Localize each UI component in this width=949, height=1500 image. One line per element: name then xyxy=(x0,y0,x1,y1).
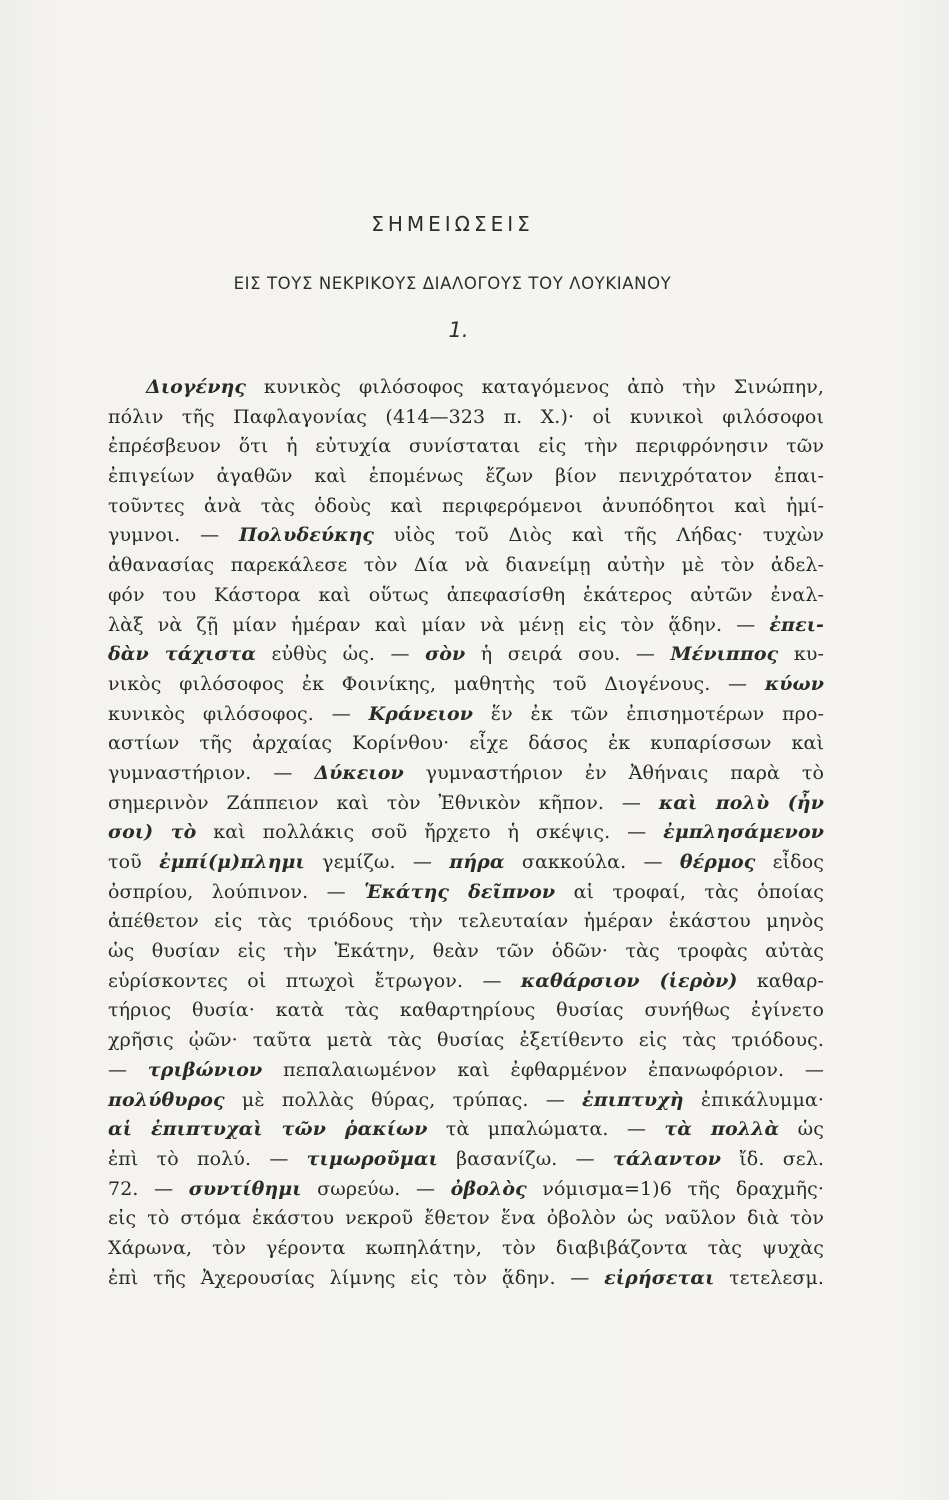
lemma-term: καθάρσιον (ἱερὸν) xyxy=(520,969,738,992)
gloss-text: νόμισμα=1)6 τῆς δραχμῆς· xyxy=(526,1177,825,1200)
gloss-text: ὡς θυσίαν εἰς τὴν Ἑκάτην, θεὰν τῶν ὁδῶν· τὰς τροφὰς αὐτὰς xyxy=(108,940,824,963)
text-line xyxy=(108,937,824,967)
text-line xyxy=(108,432,824,462)
gloss-text: καθαρ- xyxy=(737,969,824,992)
text-line xyxy=(108,848,824,878)
lemma-term: κύων xyxy=(764,672,824,695)
lemma-term: Δύκειον xyxy=(314,761,404,784)
gloss-text: γυμνοι. — xyxy=(108,524,239,547)
gloss-text: αστίων τῆς ἀρχαίας Κορίνθου· εἶχε δάσος ἐκ κυπαρίσσων καὶ xyxy=(108,732,824,755)
text-line xyxy=(108,907,824,937)
lemma-term: ἐπει- xyxy=(769,613,824,636)
text-line xyxy=(108,1115,824,1145)
gloss-text: γυμναστήριον. — xyxy=(108,761,315,784)
gloss-text: τήριος θυσία· κατὰ τὰς καθαρτηρίους θυσίας συνήθως ἐγίνετο xyxy=(108,999,824,1022)
lemma-term: τιμωροῦμαι xyxy=(306,1147,438,1170)
text-line xyxy=(108,700,824,730)
text-line xyxy=(108,729,824,759)
lemma-term: θέρμος xyxy=(679,851,756,873)
gloss-text: ὀσπρίου, λούπινον. — xyxy=(108,880,365,903)
gloss-text: — xyxy=(108,1058,148,1081)
lemma-term: Μένιππος xyxy=(670,643,779,666)
gloss-text: ὡς xyxy=(779,1118,824,1141)
text-line xyxy=(108,1175,824,1205)
lemma-term: Πολυδεύκης xyxy=(238,524,375,547)
gloss-text: τοῦ xyxy=(108,851,160,873)
gloss-text: καὶ πολλάκις σοῦ ἤρχετο ἡ σκέψις. — xyxy=(196,821,664,844)
gloss-text: λὰξ νὰ ζῇ μίαν ἡμέραν καὶ μίαν νὰ μένῃ εἰς τὸν ᾅδην. — xyxy=(108,613,770,636)
text-line xyxy=(108,1204,824,1234)
text-line xyxy=(108,640,824,670)
gloss-text: ἡ σειρά σου. — xyxy=(465,643,671,666)
notes-body xyxy=(108,373,824,1293)
gloss-text: πόλιν τῆς Παφλαγονίας (414—323 π. Χ.)· οἱ κυνικοὶ φιλόσοφοι xyxy=(108,405,824,428)
text-line xyxy=(108,373,824,403)
text-line xyxy=(108,521,824,551)
gloss-text: βασανίζω. — xyxy=(437,1147,614,1170)
gloss-text: τοῦντες ἀνὰ τὰς ὁδοὺς καὶ περιφερόμενοι ἀνυπόδητοι καὶ ἡμί- xyxy=(108,494,824,517)
text-line xyxy=(108,996,824,1026)
text-line xyxy=(108,403,824,433)
text-line xyxy=(108,670,824,700)
lemma-term: σοι) τὸ xyxy=(108,821,197,844)
gloss-text: γυμναστήριον ἐν Ἀθήναις παρὰ τὸ xyxy=(403,761,824,784)
lemma-term: καὶ πολὺ (ἦν xyxy=(658,791,824,814)
gloss-text: ἐπὶ τῆς Ἀχερουσίας λίμνης εἰς τὸν ᾅδην. — xyxy=(108,1266,605,1289)
lemma-term: Διογένης xyxy=(146,376,247,398)
gloss-text: ἴδ. σελ. xyxy=(721,1147,824,1170)
gloss-text: πεπαλαιωμένον καὶ ἐφθαρμένον ἐπανωφόριον. — xyxy=(262,1058,824,1081)
lemma-term: ἐμπλησάμενον xyxy=(663,821,824,844)
gloss-text: ἐπιγείων ἀγαθῶν καὶ ἑπομένως ἔζων βίον πενιχρότατον ἐπαι- xyxy=(108,465,824,488)
lemma-term: Ἑκάτης δεῖπνον xyxy=(364,880,556,903)
text-line xyxy=(108,878,824,908)
lemma-term: συντίθημι xyxy=(188,1177,302,1200)
gloss-text: κυνικὸς φιλόσοφος. — xyxy=(108,702,369,725)
gloss-text: φόν του Κάστορα καὶ οὕτως ἀπεφασίσθη ἑκάτερος αὐτῶν ἐναλ- xyxy=(108,583,824,606)
gloss-text: χρῆσις ᾠῶν· ταῦτα μετὰ τὰς θυσίας ἐξετίθεντο εἰς τὰς τριόδους. xyxy=(108,1029,824,1052)
lemma-term: ἐμπί(μ)πλημι xyxy=(159,851,305,873)
gloss-text: κυ- xyxy=(778,643,824,666)
lemma-term: πολύθυρος xyxy=(108,1088,225,1111)
gloss-text: μὲ πολλὰς θύρας, τρύπας. — xyxy=(224,1088,583,1111)
lemma-term: εἰρήσεται xyxy=(604,1266,715,1289)
text-line xyxy=(108,967,824,997)
text-line xyxy=(108,462,824,492)
gloss-text: σακκούλα. — xyxy=(504,851,680,873)
gloss-text: τὰ μπαλώματα. — xyxy=(427,1118,665,1141)
text-line xyxy=(108,1264,824,1294)
gloss-text: ἐπρέσβευον ὅτι ἡ εὐτυχία συνίσταται εἰς τὴν περιφρόνησιν τῶν xyxy=(108,435,824,458)
text-line xyxy=(108,581,824,611)
text-line xyxy=(108,1086,824,1116)
gloss-text: ἀπέθετον εἰς τὰς τριόδους τὴν τελευταίαν ἡμέραν ἑκάστου μηνὸς xyxy=(108,910,824,933)
text-line xyxy=(108,1145,824,1175)
gloss-text: σημερινὸν Ζάππειον καὶ τὸν Ἐθνικὸν κῆπον. — xyxy=(108,791,659,814)
gloss-text: αἱ τροφαί, τὰς ὁποίας xyxy=(555,880,825,903)
text-line xyxy=(108,1026,824,1056)
gloss-text: εὐθὺς ὡς. — xyxy=(256,643,426,666)
gloss-text: ἐπὶ τὸ πολύ. — xyxy=(108,1147,307,1170)
lemma-term: τριβώνιον xyxy=(147,1058,263,1081)
page-title: ΣΗΜΕΙΩΣΕΙΣ xyxy=(371,212,534,236)
gloss-text: σωρεύω. — xyxy=(301,1177,451,1200)
gloss-text: εἶδος xyxy=(755,851,824,873)
lemma-term: ἐπιπτυχὴ xyxy=(582,1088,684,1111)
gloss-text: 72. — xyxy=(108,1177,189,1200)
gloss-text: ἕν ἐκ τῶν ἐπισημοτέρων προ- xyxy=(473,702,824,725)
text-line xyxy=(108,611,824,641)
lemma-term: τὰ πολλὰ xyxy=(664,1118,780,1141)
text-line xyxy=(108,492,824,522)
gloss-text: Χάρωνα, τὸν γέροντα κωπηλάτην, τὸν διαβιβάζοντα τὰς ψυχὰς xyxy=(108,1236,824,1259)
text-line xyxy=(108,789,824,819)
text-line xyxy=(108,818,824,848)
gloss-text: νικὸς φιλόσοφος ἐκ Φοινίκης, μαθητὴς τοῦ Διογένους. — xyxy=(108,672,765,695)
lemma-term: σὸν xyxy=(425,643,466,666)
text-line xyxy=(108,1056,824,1086)
gloss-text: τετελεσμ. xyxy=(714,1266,824,1289)
lemma-term: Κράνειον xyxy=(368,702,473,725)
text-line xyxy=(108,551,824,581)
lemma-term: δὰν τάχιστα xyxy=(108,643,257,666)
gloss-text: εὑρίσκοντες οἱ πτωχοὶ ἔτρωγον. — xyxy=(108,969,521,992)
lemma-term: ὀβολὸς xyxy=(450,1177,527,1200)
section-number: 1. xyxy=(448,318,469,342)
text-line xyxy=(108,1234,824,1264)
gloss-text: εἰς τὸ στόμα ἑκάστου νεκροῦ ἔθετον ἕνα ὀβολὸν ὡς ναῦλον διὰ τὸν xyxy=(108,1207,824,1230)
gloss-text: κυνικὸς φιλόσοφος καταγόμενος ἀπὸ τὴν Σινώπην, xyxy=(246,376,824,398)
lemma-term: πήρα xyxy=(449,851,505,873)
gloss-text: υἱὸς τοῦ Διὸς καὶ τῆς Λήδας· τυχὼν xyxy=(374,524,824,547)
gloss-text: ἀθανασίας παρεκάλεσε τὸν Δία νὰ διανείμῃ αὐτὴν μὲ τὸν ἀδελ- xyxy=(108,554,824,577)
lemma-term: τάλαντον xyxy=(613,1147,721,1170)
page-subtitle: ΕΙΣ ΤΟΥΣ ΝΕΚΡΙΚΟΥΣ ΔΙΑΛΟΓΟΥΣ ΤΟΥ ΛΟΥΚΙΑΝΟΥ xyxy=(233,274,672,293)
lemma-term: αἱ ἐπιπτυχαὶ τῶν ῥακίων xyxy=(108,1118,428,1141)
gloss-text: ἐπικάλυμμα· xyxy=(683,1088,824,1111)
gloss-text: γεμίζω. — xyxy=(304,851,450,873)
text-line xyxy=(108,759,824,789)
